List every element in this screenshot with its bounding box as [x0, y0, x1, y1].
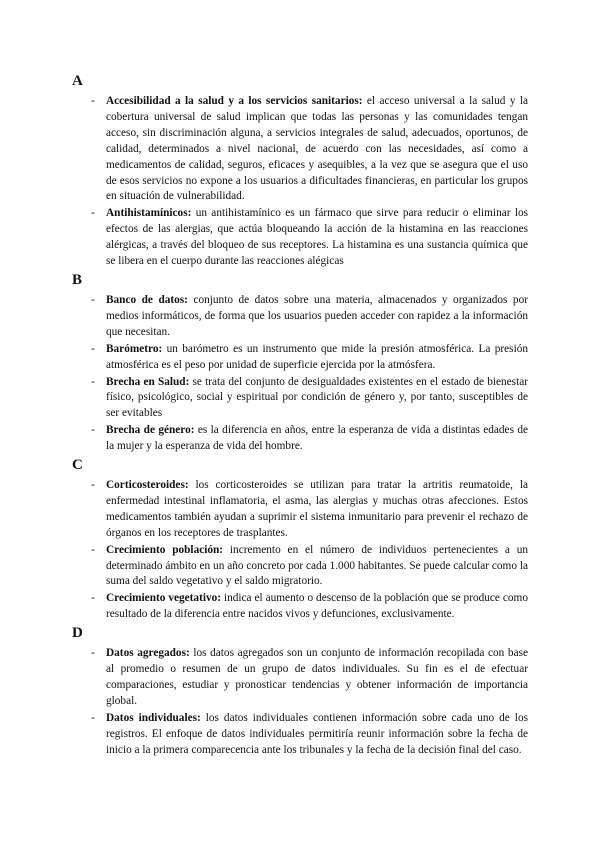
dash-bullet: - — [91, 293, 95, 306]
entry-term: Antihistamínicos: — [106, 207, 192, 220]
entry-banco-de-datos — [72, 293, 528, 341]
dash-bullet: - — [91, 479, 95, 492]
entry-term: Crecimiento población: — [106, 543, 224, 556]
section-a — [72, 72, 528, 270]
dash-bullet: - — [91, 375, 95, 388]
dash-bullet: - — [91, 95, 95, 107]
entry-list — [72, 646, 528, 758]
dash-bullet: - — [91, 342, 95, 355]
entry-term: Corticosteroides: — [106, 479, 189, 492]
entry-datos-agregados — [72, 646, 528, 710]
entry-definition: los corticosteroides se utilizan para tratar la artritis reumatoide, la enfermedad intestinal inflamatoria, el asma, las alergias y muchas otras afecciones. Estos medicamentos también ayudan a suprimir el sistema inmunitario para prevenir el rechazo de órganos en los receptores de trasplantes. — [106, 479, 528, 539]
dash-bullet: - — [91, 207, 95, 220]
entry-datos-individuales — [72, 711, 528, 759]
entry-term: Datos agregados: — [106, 647, 190, 660]
entry-definition: conjunto de datos sobre una materia, almacenados y organizados por medios informáticos, de forma que los usuarios pueden acceder con rapidez a la información que necesitan. — [106, 293, 528, 338]
entry-list — [72, 293, 528, 455]
entry-list — [72, 94, 528, 270]
entry-crecimiento-poblacion — [72, 543, 528, 591]
entry-definition: un antihistamínico es un fármaco que sirve para reducir o eliminar los efectos de las alergias, que actúa bloqueando la acción de la histamina en las reacciones alérgicas, a través del bloqueo de sus receptores. La histamina es una sustancia química que se libera en el cuerpo durante las reacciones alégicas — [106, 207, 528, 268]
section-letter: C — [72, 457, 83, 474]
entry-term: Accesibilidad a la salud y a los servicios sanitarios: — [106, 95, 363, 107]
entry-brecha-de-genero — [72, 423, 528, 455]
entry-term: Brecha de género: — [106, 424, 195, 437]
entry-list — [72, 478, 528, 623]
entry-crecimiento-vegetativo — [72, 591, 528, 623]
entry-accesibilidad — [72, 94, 528, 205]
entry-definition: los datos individuales contienen información sobre cada uno de los registros. El enfoque de datos individuales permitiría reunir información sobre la fecha de inicio a la primera comparecencia ante los tribunales y la fecha de la decisión final del caso. — [106, 711, 528, 756]
entry-definition: los datos agregados son un conjunto de información recopilada con base al promedio o resumen de un grupo de datos individuales. Su fin es el de efectuar comparaciones, estudiar y pronosticar tendencias y obtener información de importancia global. — [106, 647, 528, 707]
dash-bullet: - — [91, 711, 95, 724]
entry-definition: indica el aumento o descenso de la población que se produce como resultado de la diferencia entre nacidos vivos y defunciones, exclusivamente. — [106, 592, 528, 621]
section-letter: A — [72, 73, 83, 89]
entry-term: Crecimiento vegetativo: — [106, 592, 222, 605]
entry-term: Barómetro: — [106, 342, 163, 355]
entry-term: Banco de datos: — [106, 293, 188, 306]
entry-definition: se trata del conjunto de desigualdades existentes en el estado de bienestar físico, psicológico, social y espiritual por condición de género y, por tanto, susceptibles de ser evitables — [106, 375, 528, 420]
entry-corticosteroides — [72, 478, 528, 542]
entry-brecha-en-salud — [72, 375, 528, 423]
section-letter: D — [72, 625, 83, 642]
dash-bullet: - — [91, 647, 95, 660]
section-c — [72, 456, 528, 623]
dash-bullet: - — [91, 592, 95, 605]
entry-definition: es la diferencia en años, entre la esperanza de vida a distintas edades de la mujer y la esperanza de vida del hombre. — [106, 424, 528, 453]
entry-term: Datos individuales: — [106, 711, 201, 724]
section-b — [72, 271, 528, 455]
entry-definition: el acceso universal a la salud y la cobertura universal de salud implican que todas las personas y las comunidades tengan acceso, sin discriminación alguna, a servicios integrales de salud, adecuados, oportunos, de calidad, determinados a nivel nacional, de acuerdo con las necesidades, así como a medicamentos de calidad, seguros, eficaces y asequibles, a la vez que se asegura que el uso de esos servicios no expone a los usuarios a dificultades financieras, en particular los grupos en situación de vulnerabilidad. — [106, 95, 529, 203]
entry-term: Brecha en Salud: — [106, 375, 190, 388]
entry-definition: incremento en el número de individuos pertenecientes a un determinado ámbito en un año concreto por cada 1.000 habitantes. Se puede calcular como la suma del saldo vegetativo y el saldo migratorio. — [106, 543, 528, 588]
entry-definition: un barómetro es un instrumento que mide la presión atmosférica. La presión atmosférica es el peso por unidad de superficie ejercida por la atmósfera. — [106, 342, 528, 371]
entry-barometro — [72, 342, 528, 374]
dash-bullet: - — [91, 424, 95, 437]
section-d — [72, 624, 528, 758]
entry-antihistaminicos — [72, 206, 528, 270]
dash-bullet: - — [91, 543, 95, 556]
section-letter: B — [72, 271, 83, 288]
